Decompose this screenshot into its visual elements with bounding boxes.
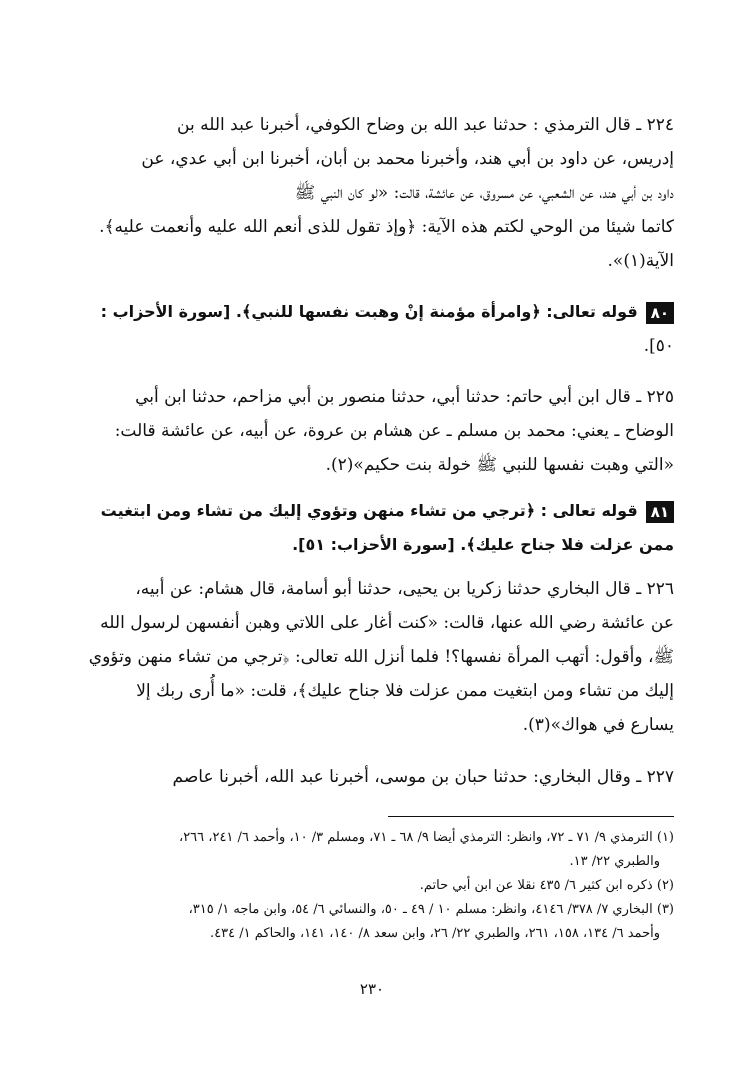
footnote-line: (٢) ذكره ابن كثير ٦/ ٤٣٥ نقلا عن ابن أبي حاتم. — [419, 878, 674, 893]
footnotes — [68, 826, 674, 946]
hadith-227-paragraph — [68, 760, 674, 794]
heading-text-continued: ممن عزلت فلا جناح عليك﴾. [سورة الأحزاب: ٥١]. — [292, 535, 674, 554]
footnote-line: (١) الترمذي ٩/ ٧١ ـ ٧٢، وانظر: الترمذي أيضا ٩/ ٦٨ ـ ٧١، ومسلم ٣/ ١٠، وأحمد ٦/ ٢٤١، ٢٦٦، — [178, 830, 674, 845]
section-number-badge: ٨٠ — [646, 302, 674, 324]
text-line: ٢٢٧ ـ وقال البخاري: حدثنا حبان بن موسى، أخبرنا عبد الله، أخبرنا عاصم — [172, 767, 674, 787]
text-line: الوضاح ـ يعني: محمد بن مسلم ـ عن هشام بن عروة، عن أبيه، عن عائشة قالت: — [114, 421, 674, 441]
verse-heading-80 — [68, 295, 674, 363]
section-number-badge: ٨١ — [646, 501, 674, 523]
text-line: داود بن أبي هند، عن الشعبي، عن مسروق، عن عائشة، قالت: «لو كان النبي ﷺ — [294, 183, 674, 203]
footnote-line: (٣) البخاري ٧/ ٣٧٨/ ٤١٤٦، وانظر: مسلم ١٠ / ٤٩ ـ ٥٠، والنسائي ٦/ ٥٤، وابن ماجه ١/ ٣١٥، — [188, 902, 674, 917]
text-line: عن عائشة رضي الله عنها، قالت: «كنت أغار على اللاتي وهبن أنفسهن لرسول الله — [100, 613, 674, 633]
text-line: الآية(١)». — [607, 251, 674, 271]
text-line: ﷺ، وأقول: أتهب المرأة نفسها؟! فلما أنزل الله تعالى: ﴿ترجي من تشاء منهن وتؤوي — [88, 647, 674, 667]
verse-heading-81 — [68, 494, 674, 562]
footnote-line: وأحمد ٦/ ١٣٤، ١٥٨، ٢٦١، والطبري ٢٢/ ٢٦، وابن سعد ٨/ ١٤٠، ١٤١، والحاكم ١/ ٤٣٤. — [210, 926, 660, 941]
heading-text: قوله تعالى : ﴿ترجي من تشاء منهن وتؤوي إليك من تشاء ومن ابتغيت — [100, 501, 638, 520]
page-number: ٢٣٠ — [359, 980, 385, 998]
footnote-separator — [388, 816, 674, 817]
text-line: ٢٢٥ ـ قال ابن أبي حاتم: حدثنا أبي، حدثنا منصور بن أبي مزاحم، حدثنا ابن أبي — [135, 387, 674, 407]
text-line: ٥٠]. — [643, 336, 674, 356]
text-line: ٢٢٦ ـ قال البخاري حدثنا زكريا بن يحيى، حدثنا أبو أسامة، قال هشام: عن أبيه، — [135, 579, 674, 599]
text-line: إدريس، عن داود بن أبي هند، وأخبرنا محمد بن أبان، أخبرنا ابن أبي عدي، عن — [141, 149, 674, 169]
heading-text: قوله تعالى: ﴿وامرأة مؤمنة إنْ وهبت نفسها للنبي﴾. [سورة الأحزاب : — [100, 302, 638, 321]
text-line: إليك من تشاء ومن ابتغيت ممن عزلت فلا جناح عليك﴾، قلت: «ما أُرى ربك إلا — [136, 681, 674, 701]
footnote-line: والطبري ٢٢/ ١٣. — [569, 854, 660, 869]
text-line: ٢٢٤ ـ قال الترمذي : حدثنا عبد الله بن وضاح الكوفي، أخبرنا عبد الله بن — [177, 115, 674, 135]
hadith-225-paragraph — [68, 380, 674, 482]
hadith-226-paragraph — [68, 572, 674, 742]
hadith-224-paragraph — [68, 108, 674, 278]
text-line: يسارع في هواك»(٣). — [522, 715, 674, 735]
text-line: كاتما شيئا من الوحي لكتم هذه الآية: ﴿وإذ تقول للذى أنعم الله عليه وأنعمت عليه﴾. — [99, 217, 674, 237]
text-line: «التي وهبت نفسها للنبي ﷺ خولة بنت حكيم»(٢). — [325, 455, 674, 475]
